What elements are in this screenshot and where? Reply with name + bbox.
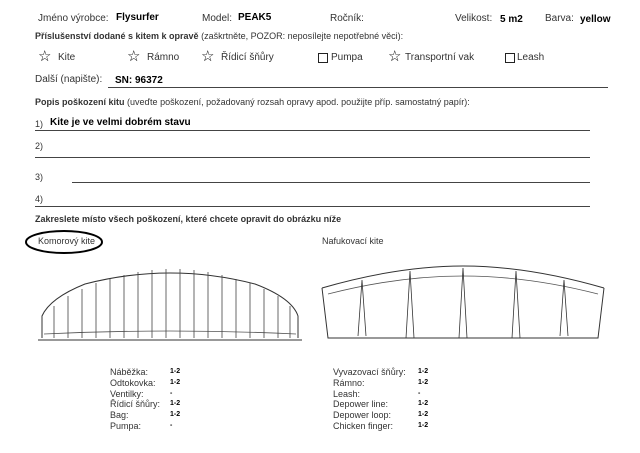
part-valves-value[interactable]: -	[170, 390, 173, 397]
damage-row-1-num: 1)	[35, 119, 44, 129]
damage-title-bold: Popis poškození kitu	[35, 97, 125, 107]
part-leash-value[interactable]: -	[418, 390, 421, 397]
color-value[interactable]: yellow	[580, 14, 611, 25]
kite-checked-star-icon[interactable]: ☆	[38, 48, 52, 65]
accessory-lines-label: Řídicí šňůry	[221, 52, 274, 63]
damage-row-4-num: 4)	[35, 194, 44, 204]
inflatable-kite-diagram[interactable]	[318, 258, 608, 348]
part-valves-label: Ventilky:	[110, 389, 144, 399]
accessory-bag-label: Transportní vak	[405, 52, 475, 63]
pump-checkbox[interactable]	[318, 53, 328, 63]
other-label: Další (napište):	[35, 74, 103, 85]
foil-kite-diagram[interactable]	[30, 258, 310, 348]
part-pump-value[interactable]: -	[170, 422, 173, 429]
part-bridle-value[interactable]: 1-2	[418, 368, 429, 375]
damage-row-2-line	[35, 157, 590, 158]
part-lines-label: Řídicí šňůry:	[110, 399, 161, 409]
part-bag-label: Bag:	[110, 410, 129, 420]
part-chicken-finger-value[interactable]: 1-2	[418, 422, 429, 429]
part-trailing-edge-value[interactable]: 1-2	[170, 379, 181, 386]
leash-checkbox[interactable]	[505, 53, 515, 63]
part-bar-value[interactable]: 1-2	[418, 379, 429, 386]
accessory-leash-label: Leash	[517, 52, 545, 63]
model-value[interactable]: PEAK5	[238, 12, 272, 23]
accessories-title-bold: Příslušenství dodané s kitem k opravě	[35, 31, 199, 41]
damage-title-note: (uveďte poškození, požadovaný rozsah opravy apod. použijte příp. samostatný papír):	[124, 97, 470, 107]
part-leading-edge-label: Náběžka:	[110, 367, 149, 377]
left-kite-label[interactable]: Komorový kite	[38, 236, 96, 246]
part-bar-label: Rámno:	[333, 378, 365, 388]
accessories-title-note: (zaškrtněte, POZOR: neposílejte nepotřebné věci):	[198, 31, 404, 41]
lines-checked-star-icon[interactable]: ☆	[201, 48, 215, 65]
year-label: Ročník:	[330, 13, 364, 24]
ramno-checked-star-icon[interactable]: ☆	[127, 48, 141, 65]
other-underline	[108, 87, 608, 88]
part-depower-line-label: Depower line:	[333, 399, 389, 409]
part-chicken-finger-label: Chicken finger:	[333, 421, 394, 431]
size-value[interactable]: 5 m2	[500, 14, 523, 25]
maker-label: Jméno výrobce:	[38, 13, 109, 24]
damage-row-2-num: 2)	[35, 141, 44, 151]
accessory-kite-label: Kite	[58, 52, 76, 63]
bag-checked-star-icon[interactable]: ☆	[388, 48, 402, 65]
damage-row-4-line	[35, 206, 590, 207]
accessories-title	[35, 31, 403, 41]
damage-row-1-text[interactable]: Kite je ve velmi dobrém stavu	[50, 117, 191, 128]
part-bridle-label: Vyvazovací šňůry:	[333, 367, 406, 377]
damage-row-1-line	[35, 130, 590, 131]
part-pump-label: Pumpa:	[110, 421, 142, 431]
maker-value[interactable]: Flysurfer	[116, 12, 159, 23]
part-depower-loop-label: Depower loop:	[333, 410, 392, 420]
damage-row-3-num: 3)	[35, 172, 44, 182]
damage-row-3-line	[72, 182, 590, 183]
part-leading-edge-value[interactable]: 1-2	[170, 368, 181, 375]
accessory-pump-label: Pumpa	[331, 52, 363, 63]
part-bag-value[interactable]: 1-2	[170, 411, 181, 418]
part-lines-value[interactable]: 1-2	[170, 400, 181, 407]
right-kite-label[interactable]: Nafukovací kite	[322, 236, 384, 246]
part-depower-line-value[interactable]: 1-2	[418, 400, 429, 407]
part-leash-label: Leash:	[333, 389, 361, 399]
size-label: Velikost:	[455, 13, 493, 24]
damage-title	[35, 97, 470, 107]
model-label: Model:	[202, 13, 233, 24]
part-depower-loop-value[interactable]: 1-2	[418, 411, 429, 418]
other-value[interactable]: SN: 96372	[115, 75, 163, 86]
color-label: Barva:	[545, 13, 574, 24]
part-trailing-edge-label: Odtokovka:	[110, 378, 156, 388]
diagram-instruction: Zakreslete místo všech poškození, které chcete opravit do obrázku níže	[35, 214, 342, 224]
accessory-ramno-label: Rámno	[147, 52, 180, 63]
